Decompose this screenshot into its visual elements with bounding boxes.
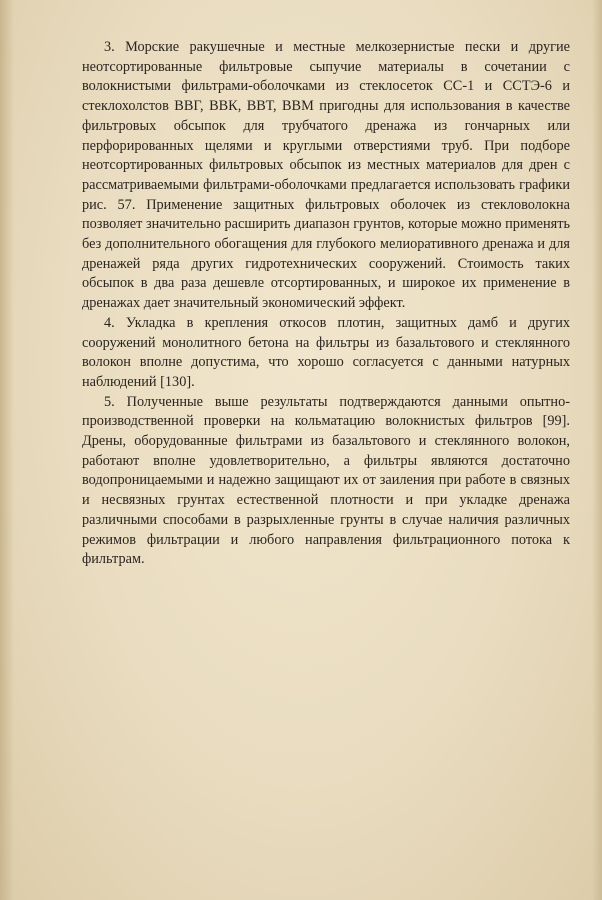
paragraph-5: 5. Полученные выше результаты подтверждаются данными опытно-производственной проверки на кольматацию волокнистых фильтров [99]. Дрены, оборудованные фильтрами из базальтового и стеклянного волокон, работают вполне удовлетворительно, а фильтры являются достаточно водопроницаемыми и надежно защищают их от заиления при работе в связных и несвязных грунтах естественной плотности и при укладке дренажа различными способами в разрыхленные грунты в случае наличия различных режимов фильтрации и любого направления фильтрационного потока к фильтрам. <box>82 393 570 568</box>
paragraph-4: 4. Укладка в крепления откосов плотин, защитных дамб и других сооружений монолитного бетона на фильтры из базальтового и стеклянного волокон вполне допустима, что хорошо согласуется с данными натурных наблюдений [130]. <box>82 314 570 390</box>
page-shadow-left <box>0 0 14 900</box>
page-shadow-right <box>592 0 602 900</box>
paragraph-3: 3. Морские ракушечные и местные мелкозернистые пески и другие неотсортированные фильтровые сыпучие материалы в сочетании с волокнистыми фильтрами-оболочками из стеклосеток СС-1 и ССТЭ-6 и стеклохолстов ВВГ, ВВК, ВВТ, ВВМ пригодны для использования в качестве фильтровых обсыпок для трубчатого дренажа из гончарных или перфорированных щелями и круглыми отверстиями труб. При подборе неотсортированных фильтровых обсыпок из местных материалов для дрен с рассматриваемыми фильтрами-оболочками предлагается использовать графики рис. 57. Применение защитных фильтровых оболочек из стекловолокна позволяет значительно расширить диапазон грунтов, которые можно применять без дополнительного обогащения для глубокого мелиоративного дренажа и для дренажей ряда других гидротехнических сооружений. Стоимость таких обсыпок в два раза дешевле отсортированных, и широкое их применение в дренажах дает значительный экономический эффект. <box>82 39 570 312</box>
body-text <box>82 38 570 570</box>
